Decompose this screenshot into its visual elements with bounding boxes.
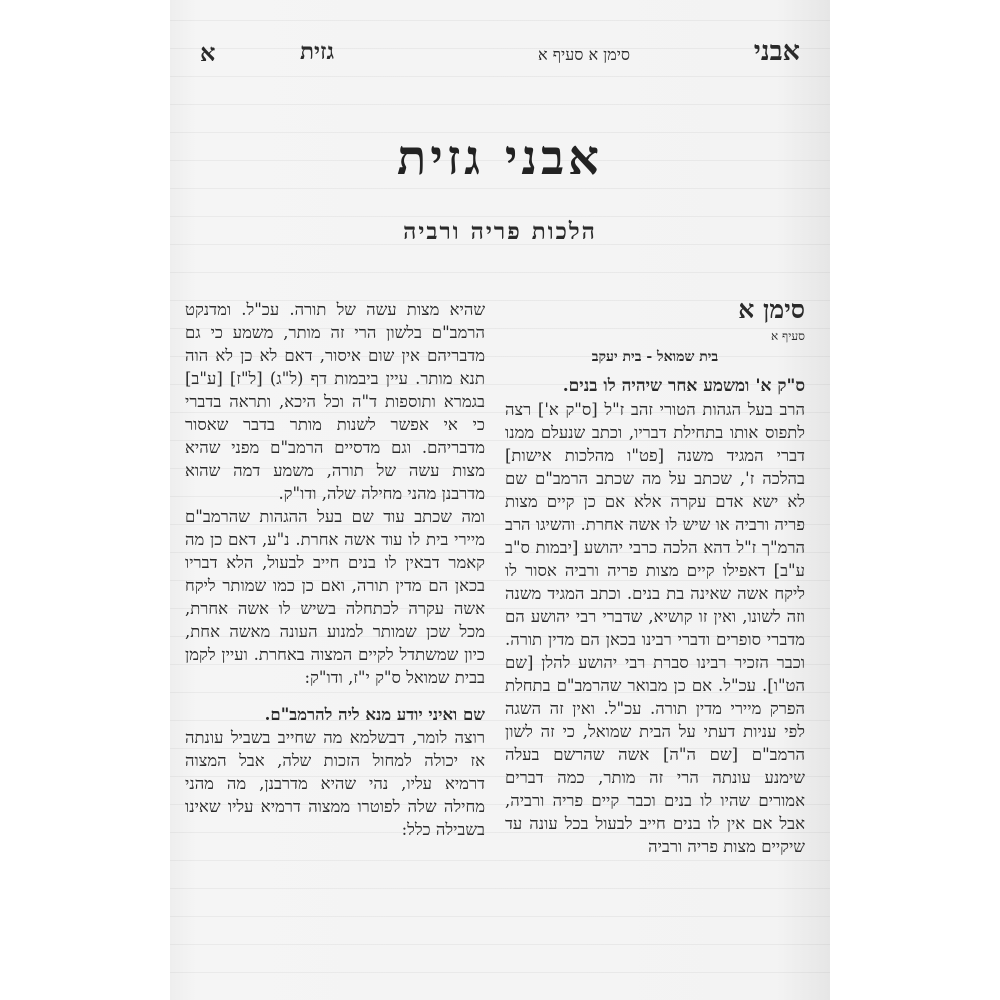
comment-lead: שם ואיני יודע מנא ליה להרמב"ם.: [264, 705, 485, 724]
header-book-word: אבני: [753, 36, 800, 67]
book-title: אבני גזית: [397, 130, 603, 186]
commentary-paragraph: הרב בעל הגהות הטורי זהב ז"ל [ס"ק א'] רצה לתפוס אותו בתחילת דבריו, וכתב שנעלם ממנו דברי המגיד משנה [פט"ו מהלכות אישות] בהלכה ז', שכתב על מה שכתב הרמב"ם שם לא ישא אדם עקרה אלא אם כן קיים מצות פריה ורביה או שיש לו אשה אחרת. והשיגו הרב הרמ"ך ז"ל דהא הלכה כרבי יהושע [יבמות ס"ב ע"ב] דאפילו קיים מצות פריה ורביה אסור לו ליקח אשה שאינה בת בנים. וכתב המגיד משנה וזה לשונו, ואין זו קושיא, שדברי רבי יהושע הם מדברי סופרים ודברי רבינו בכאן הם מדין תורה. וכבר הזכיר רבינו סברת רבי יהושע להלן [שם הט"ו]. עכ"ל. אם כן מבואר שהרמב"ם בתחלת הפרק מיירי מדין תורה. עכ"ל. ואין זה השגה לפי עניות דעתי על הבית שמואל, כי זה לשון הרמב"ם [שם ה"ה] אשה שהרשם בעלה שימנע עונתה הרי זה מותר, כמה דברים אמורים שהיו לו בנים וכבר קיים פריה ורביה, אבל אם אין לו בנים חייב לבעול בכל עונה עד שיקיים מצות פריה ורביה: [505, 400, 805, 856]
header-book-word-2: גזית: [300, 38, 335, 65]
comment-lead: ס"ק א' ומשמע אחר שיהיה לו בנים.: [562, 376, 805, 396]
siman-heading: סימן א: [738, 295, 805, 324]
left-column: [185, 298, 485, 841]
page-number: א: [200, 38, 216, 67]
seif-label: סעיף א: [771, 329, 805, 343]
commentary-paragraph: שהיא מצות עשה של תורה. עכ"ל. ומדנקט הרמב"ם בלשון הרי זה מותר, משמע כי גם מדבריהם אין שום איסור, דאם לא כן לא הוה תנא מותר. עיין ביבמות דף (ל"ג) [ל"ז] [ע"ב] בגמרא ותוספות ד"ה וכל היכא, ותראה בדברי כי אי אפשר לשנות מותר בדבר שאסור מדבריהם. וגם מדסיים הרמב"ם מפני שהיא מצות עשה של תורה, משמע דמה שהוא מדרבנן מהני מחילה שלה, ודו"ק.: [185, 300, 485, 503]
right-column: [505, 295, 805, 858]
commentary-paragraph: רוצה לומר, דבשלמא מה שחייב בשביל עונתה אז יכולה למחול הזכות שלה, אבל המצוה דרמיא עליו, נהי שהיא מדרבנן, מה מהני מחילה שלה לפוטרו ממצוה דרמיא עליו שאינו בשבילה כלל:: [185, 728, 485, 839]
sources-line: בית שמואל - בית יעקב: [591, 349, 719, 365]
commentary-paragraph: ומה שכתב עוד שם בעל ההגהות שהרמב"ם מיירי בית לו עוד אשה אחרת. נ"ע, דאם כן מה קאמר דבאין לו בנים חייב לבעול, הלא דבריו בכאן הם מדין תורה, ואם כן כמו שמותר ליקח אשה עקרה לכתחלה בשיש לו אשה אחרת, מכל שכן שמותר למנוע העונה מאשה אחת, כיון שמשתדל לקיים המצוה באחרת. ועיין לקמן בבית שמואל ס"ק י"ז, ודו"ק:: [185, 507, 485, 687]
section-title: הלכות פריה ורביה: [403, 218, 597, 245]
header-location: סימן א סעיף א: [538, 45, 630, 64]
running-header: [200, 36, 800, 70]
book-page: [170, 0, 830, 1000]
